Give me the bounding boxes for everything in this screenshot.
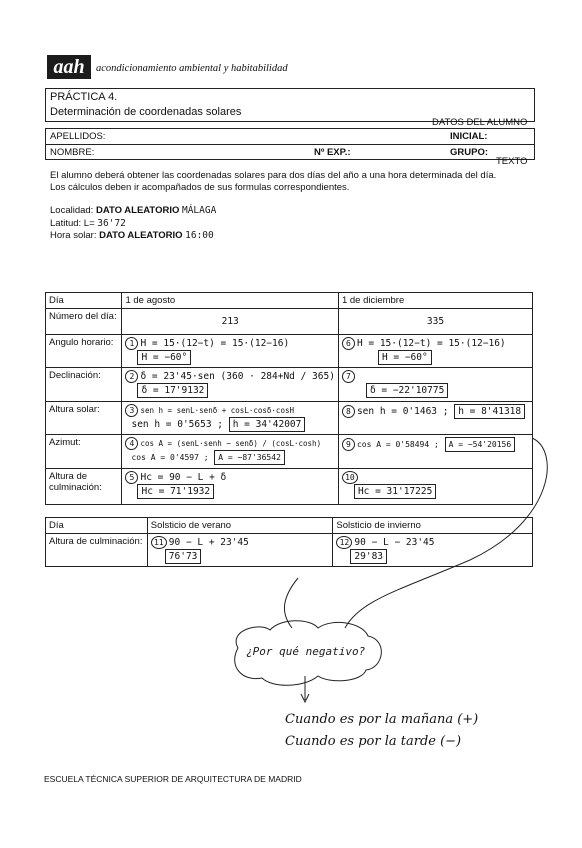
localidad-value: DATO ALEATORIO <box>95 205 180 216</box>
result: h = 8'41318 <box>454 404 525 419</box>
header-winter: Solsticio de invierno <box>333 518 533 534</box>
answer-note-2: Cuando es por la tarde (−) <box>285 734 462 749</box>
result: A = −54'20156 <box>445 437 516 452</box>
cell-value: 335 <box>338 309 532 335</box>
header-december: 1 de diciembre <box>338 293 532 309</box>
result: 76'73 <box>165 549 202 564</box>
row-label: Altura de culminación: <box>46 534 148 567</box>
row-label: Declinación: <box>46 368 122 402</box>
inicial-label: INICIAL: <box>450 131 488 142</box>
step-number: 5 <box>125 471 138 484</box>
step-number: 11 <box>151 536 167 549</box>
row-label: Altura de culminación: <box>46 469 122 505</box>
instructions-line2: Los cálculos deben ir acompañados de sus formulas correspondientes. <box>50 182 350 193</box>
row-label: Altura solar: <box>46 402 122 435</box>
result: A = −87'36542 <box>214 450 285 465</box>
formula: sen h = 0'5653 ; <box>131 419 223 430</box>
hora-handwritten: 16:00 <box>185 230 214 241</box>
formula: H = 15·(12−t) = 15·(12−16) <box>356 338 506 349</box>
question-note: ¿Por qué negativo? <box>246 645 366 658</box>
localidad-label: Localidad: <box>50 205 94 216</box>
logo: aah <box>47 55 91 79</box>
footer-school: ESCUELA TÉCNICA SUPERIOR DE ARQUITECTURA DE MADRID <box>44 774 302 784</box>
result: 29'83 <box>350 549 387 564</box>
step-number: 12 <box>336 536 352 549</box>
nombre-label: NOMBRE: <box>50 147 95 158</box>
header-subtitle: acondicionamiento ambiental y habitabilidad <box>96 63 288 74</box>
step-number: 7 <box>342 370 355 383</box>
hora-label: Hora solar: <box>50 230 97 241</box>
result: H = −60° <box>378 350 432 365</box>
row-label: Azimut: <box>46 435 122 469</box>
student-section-label: DATOS DEL ALUMNO <box>432 117 528 128</box>
step-number: 10 <box>342 471 358 484</box>
step-number: 8 <box>342 405 355 418</box>
result: δ = 17'9132 <box>137 383 208 398</box>
step-number: 6 <box>342 337 355 350</box>
practice-subtitle: Determinación de coordenadas solares <box>50 106 242 118</box>
step-number: 1 <box>125 337 138 350</box>
result: Hc = 71'1932 <box>137 484 214 499</box>
practice-title: PRÁCTICA 4. <box>50 91 118 103</box>
header-august: 1 de agosto <box>122 293 338 309</box>
texto-label: TEXTO <box>496 156 528 167</box>
answer-note-1: Cuando es por la mañana (+) <box>285 712 479 727</box>
formula: cos A = 0'4597 ; <box>131 453 209 462</box>
instructions-line1: El alumno deberá obtener las coordenadas solares para dos días del año a una hora determinada del día. <box>50 170 497 181</box>
row-label: Angulo horario: <box>46 335 122 368</box>
apellidos-label: APELLIDOS: <box>50 131 106 142</box>
result: H = −60° <box>137 350 191 365</box>
cell-value: 213 <box>122 309 338 335</box>
grupo-label: GRUPO: <box>450 147 488 158</box>
row-label: Número del día: <box>46 309 122 335</box>
step-number: 2 <box>125 370 138 383</box>
result: Hc = 31'17225 <box>354 484 436 499</box>
formula: 90 − L + 23'45 <box>168 537 249 548</box>
formula: sen h = senL·senδ + cosL·cosδ·cosH <box>140 406 294 415</box>
formula: 90 − L − 23'45 <box>354 537 435 548</box>
result: δ = −22'10775 <box>366 383 448 398</box>
formula: cos A = (senL·senh − senδ) / (cosL·cosh) <box>140 439 322 448</box>
exp-label: Nº EXP.: <box>314 147 351 158</box>
header-day: Día <box>46 293 122 309</box>
step-number: 9 <box>342 438 355 451</box>
formula: δ = 23'45·sen (360 · 284+Nd / 365) <box>140 371 335 382</box>
formula: sen h = 0'1463 ; <box>356 406 449 417</box>
latitud-label: Latitud: L= <box>50 218 95 229</box>
hora-value: DATO ALEATORIO <box>99 230 183 241</box>
localidad-handwritten: MÁLAGA <box>181 205 217 216</box>
header-day: Día <box>46 518 148 534</box>
step-number: 3 <box>125 404 138 417</box>
arrow-curve <box>345 438 547 628</box>
formula: H = 15·(12−t) = 15·(12−16) <box>140 338 290 349</box>
result: h = 34'42007 <box>229 417 306 432</box>
step-number: 4 <box>125 437 138 450</box>
formula: cos A = 0'58494 ; <box>356 440 439 449</box>
latitud-handwritten: 36'72 <box>97 218 126 229</box>
formula: Hc = 90 − L + δ <box>140 472 227 483</box>
header-summer: Solsticio de verano <box>147 518 333 534</box>
